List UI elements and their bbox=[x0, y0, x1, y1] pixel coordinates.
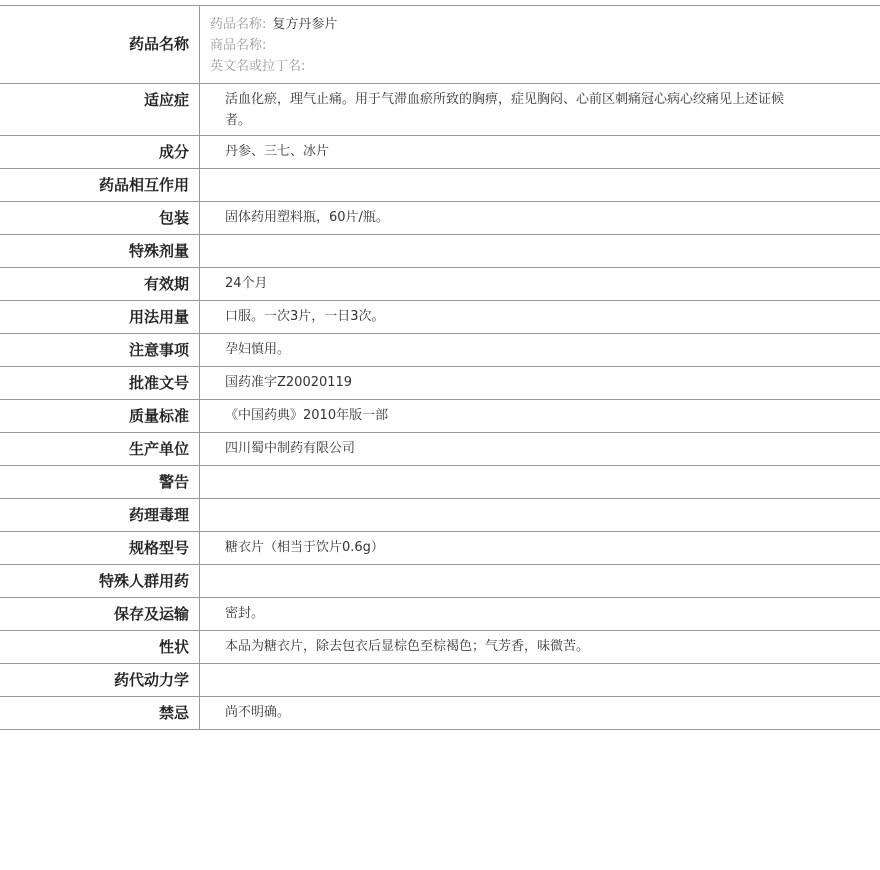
table-row-special-populations bbox=[0, 565, 880, 598]
table-row-ingredients bbox=[0, 136, 880, 169]
row-label: 药理毒理 bbox=[0, 499, 200, 531]
row-label: 质量标准 bbox=[0, 400, 200, 432]
row-value: 尚不明确。 bbox=[225, 705, 291, 720]
row-value bbox=[200, 466, 880, 498]
row-label: 药代动力学 bbox=[0, 664, 200, 696]
row-label: 成分 bbox=[0, 136, 200, 168]
table-row-storage bbox=[0, 598, 880, 631]
table-row-dosage bbox=[0, 301, 880, 334]
generic-name-line bbox=[210, 14, 880, 35]
row-value: 孕妇慎用。 bbox=[225, 342, 291, 357]
table-row-specification bbox=[0, 532, 880, 565]
table-row-drug-name bbox=[0, 6, 880, 84]
row-value: 丹参、三七、冰片 bbox=[225, 144, 330, 159]
table-row-contraindications bbox=[0, 697, 880, 730]
row-value: 四川蜀中制药有限公司 bbox=[225, 441, 356, 456]
table-row-pharmacology bbox=[0, 499, 880, 532]
row-value bbox=[200, 235, 880, 267]
row-value: 本品为糖衣片，除去包衣后显棕色至棕褐色；气芳香，味微苦。 bbox=[225, 639, 590, 654]
row-value: 固体药用塑料瓶，60片/瓶。 bbox=[225, 210, 389, 225]
row-value bbox=[200, 499, 880, 531]
drug-name-values bbox=[200, 6, 880, 83]
table-row-warning bbox=[0, 466, 880, 499]
table-row-shelf-life bbox=[0, 268, 880, 301]
table-row-interactions bbox=[0, 169, 880, 202]
table-row-manufacturer bbox=[0, 433, 880, 466]
trade-name-label: 商品名称: bbox=[210, 38, 267, 53]
row-label: 性状 bbox=[0, 631, 200, 663]
row-value: 国药准字Z20020119 bbox=[225, 375, 353, 390]
row-label: 有效期 bbox=[0, 268, 200, 300]
row-value bbox=[200, 664, 880, 696]
row-label: 规格型号 bbox=[0, 532, 200, 564]
row-value: 口服。一次3片，一日3次。 bbox=[225, 309, 385, 324]
generic-name-value: 复方丹参片 bbox=[272, 17, 338, 32]
table-row-packaging bbox=[0, 202, 880, 235]
row-value bbox=[200, 169, 880, 201]
row-value bbox=[200, 565, 880, 597]
table-row-special-dosage bbox=[0, 235, 880, 268]
row-label: 特殊人群用药 bbox=[0, 565, 200, 597]
drug-info-table bbox=[0, 5, 880, 730]
table-row-precautions bbox=[0, 334, 880, 367]
table-row-quality-standard bbox=[0, 400, 880, 433]
trade-name-line bbox=[210, 35, 880, 56]
table-row-description bbox=[0, 631, 880, 664]
row-label: 特殊剂量 bbox=[0, 235, 200, 267]
row-value: 24个月 bbox=[225, 276, 268, 291]
row-value: 密封。 bbox=[225, 606, 265, 621]
table-row-indications bbox=[0, 84, 880, 136]
row-label: 用法用量 bbox=[0, 301, 200, 333]
row-label: 适应症 bbox=[0, 84, 200, 135]
row-label: 批准文号 bbox=[0, 367, 200, 399]
row-label: 生产单位 bbox=[0, 433, 200, 465]
row-value: 活血化瘀，理气止痛。用于气滞血瘀所致的胸痹，症见胸闷、心前区刺痛冠心病心绞痛见上述证候者。 bbox=[225, 92, 785, 128]
table-row-approval-number bbox=[0, 367, 880, 400]
table-row-pharmacokinetics bbox=[0, 664, 880, 697]
row-label: 注意事项 bbox=[0, 334, 200, 366]
row-label: 药品名称 bbox=[0, 6, 200, 83]
english-name-label: 英文名或拉丁名: bbox=[210, 59, 306, 74]
english-name-line bbox=[210, 56, 880, 77]
row-value: 《中国药典》2010年版一部 bbox=[225, 408, 389, 423]
generic-name-label: 药品名称: bbox=[210, 17, 267, 32]
row-label: 警告 bbox=[0, 466, 200, 498]
row-label: 包装 bbox=[0, 202, 200, 234]
row-value: 糖衣片（相当于饮片0.6g） bbox=[225, 540, 384, 555]
row-label: 保存及运输 bbox=[0, 598, 200, 630]
row-label: 禁忌 bbox=[0, 697, 200, 729]
row-label: 药品相互作用 bbox=[0, 169, 200, 201]
